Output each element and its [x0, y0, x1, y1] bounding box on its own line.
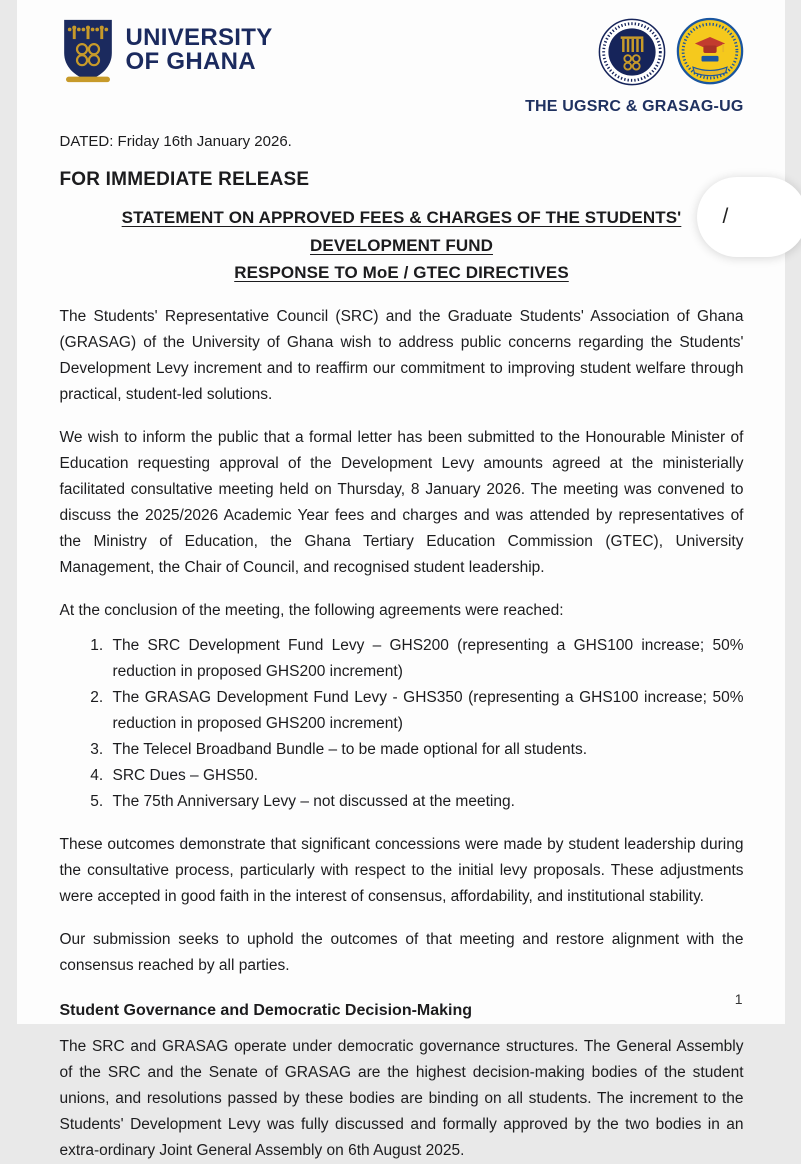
- university-wordmark: [126, 18, 273, 74]
- list-item-telecel-bundle: 3. The Telecel Broadband Bundle – to be made optional for all students.: [108, 737, 744, 763]
- list-item-src-dues: 4. SRC Dues – GHS50.: [108, 763, 744, 789]
- title-line-2: DEVELOPMENT FUND: [310, 236, 493, 255]
- paragraph-concessions: These outcomes demonstrate that significant concessions were made by student leadership during the consultative process, particularly with respect to the initial levy proposals. These adjustments were accepted in good faith in the interest of consensus, affordability, and institutional stability.: [60, 832, 744, 910]
- section-heading-governance: Student Governance and Democratic Decision-Making: [60, 1002, 744, 1020]
- release-line: FOR IMMEDIATE RELEASE: [60, 169, 744, 191]
- document-header: [60, 18, 744, 88]
- ugsrc-seal-icon: [598, 18, 666, 86]
- ug-crest-icon: [60, 18, 116, 84]
- agreements-list: [60, 633, 744, 815]
- paragraph-governance: The SRC and GRASAG operate under democratic governance structures. The General Assembly of the SRC and the Senate of GRASAG are the highest decision-making bodies of the student unions, and resolutions passed by these bodies are binding on all students. The increment to the Students' Development Levy was fully discussed and formally approved by the two bodies in an extra-ordinary Joint General Assembly on 6th August 2025.: [60, 1034, 744, 1164]
- list-item-grasag-levy: 2. The GRASAG Development Fund Levy - GHS350 (representing a GHS100 increase; 50% reduction in proposed GHS200 increment): [108, 685, 744, 737]
- agreements-intro: At the conclusion of the meeting, the following agreements were reached:: [60, 598, 744, 624]
- title-line-3: RESPONSE TO MoE / GTEC DIRECTIVES: [234, 263, 569, 282]
- document-page: [17, 0, 785, 1024]
- wordmark-line-2: OF GHANA: [126, 50, 273, 74]
- annotation-pill-overlay[interactable]: [697, 177, 801, 257]
- slash-annotation: /: [723, 205, 729, 229]
- grasag-seal-icon: [676, 18, 744, 88]
- wordmark-line-1: UNIVERSITY: [126, 26, 273, 50]
- document-title: [80, 204, 723, 287]
- university-brand: [60, 18, 273, 84]
- student-union-logos: [598, 18, 744, 88]
- paragraph-public-concerns: The Students' Representative Council (SRC) and the Graduate Students' Association of Ghana (GRASAG) of the University of Ghana wish to address public concerns regarding the Students' Development Levy increment and to reaffirm our commitment to improving student welfare through practical, student-led solutions.: [60, 304, 744, 408]
- page-number: 1: [735, 991, 743, 1007]
- title-line-1: STATEMENT ON APPROVED FEES & CHARGES OF THE STUDENTS': [122, 208, 682, 227]
- list-item-anniversary-levy: 5. The 75th Anniversary Levy – not discussed at the meeting.: [108, 789, 744, 815]
- paragraph-formal-letter: We wish to inform the public that a formal letter has been submitted to the Honourable Minister of Education requesting approval of the Development Levy amounts agreed at the ministerially facilitated consultative meeting held on Thursday, 8 January 2026. The meeting was convened to discuss the 2025/2026 Academic Year fees and charges and was attended by representatives of the Ministry of Education, the Ghana Tertiary Education Commission (GTEC), University Management, the Chair of Council, and recognised student leadership.: [60, 425, 744, 581]
- dated-line: DATED: Friday 16th January 2026.: [60, 133, 744, 150]
- paragraph-submission: Our submission seeks to uphold the outcomes of that meeting and restore alignment with the consensus reached by all parties.: [60, 927, 744, 979]
- list-item-src-levy: 1. The SRC Development Fund Levy – GHS200 (representing a GHS100 increase; 50% reduction in proposed GHS200 increment): [108, 633, 744, 685]
- org-title: THE UGSRC & GRASAG-UG: [60, 98, 744, 116]
